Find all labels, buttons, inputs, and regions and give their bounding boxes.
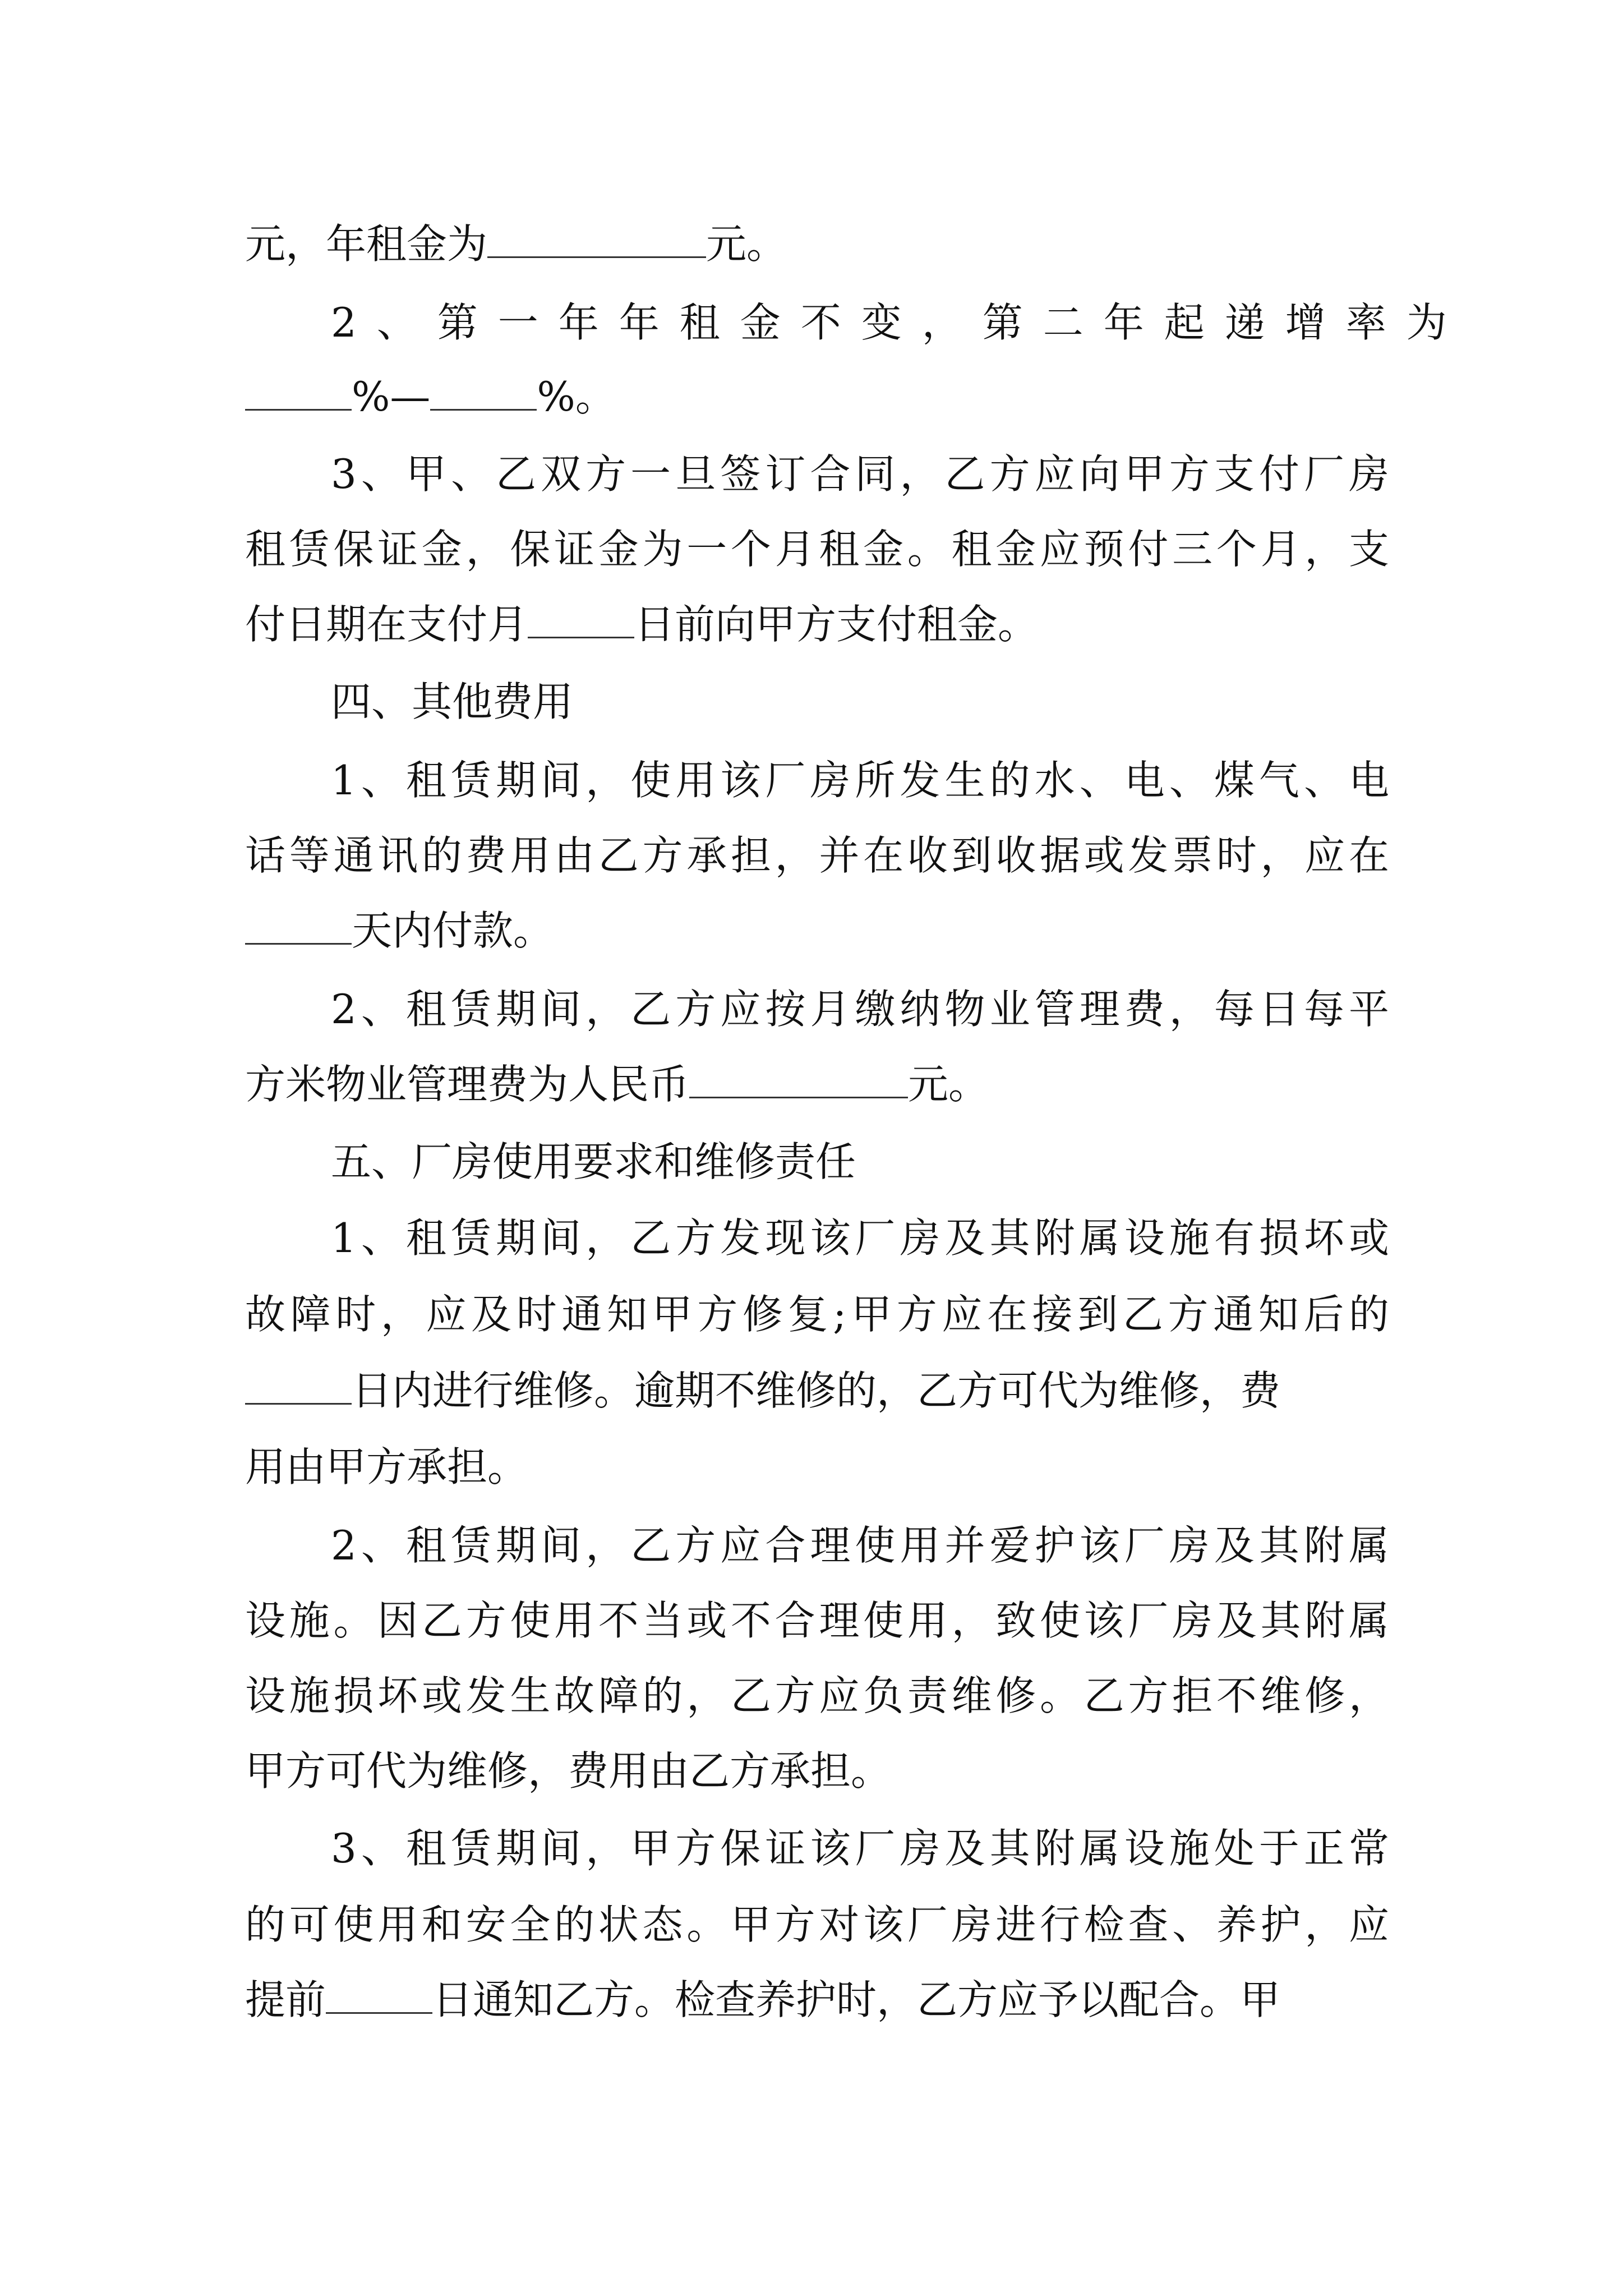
text-line: [245, 1360, 1389, 1421]
text-segment: %。: [537, 373, 616, 420]
section-heading: 五、厂房使用要求和维修责任: [331, 1138, 856, 1185]
text-segment: 方米物业管理费为人民币: [245, 1061, 690, 1108]
text-line: 1、租赁期间，乙方发现该厂房及其附属设施有损坏或: [331, 1214, 1389, 1262]
text-line: [245, 1969, 1389, 2031]
text-line: 1、租赁期间，使用该厂房所发生的水、电、煤气、电: [331, 757, 1389, 804]
text-segment: %—: [352, 373, 431, 420]
fill-in-blank: [487, 219, 706, 258]
text-segment: 元，年租金为: [245, 220, 488, 268]
fill-in-blank: [528, 600, 634, 638]
fill-in-blank: [326, 1975, 432, 2014]
text-line: [245, 900, 1389, 961]
fill-in-blank: [430, 372, 537, 411]
text-line: 故障时，应及时通知甲方修复;甲方应在接到乙方通知后的: [245, 1291, 1389, 1338]
text-segment: 元。: [706, 220, 787, 268]
fill-in-blank: [689, 1060, 908, 1098]
text-segment: 日前向甲方支付租金。: [634, 601, 1039, 648]
text-segment: 元。: [908, 1061, 989, 1108]
text-line: 设施损坏或发生故障的，乙方应负责维修。乙方拒不维修，: [245, 1672, 1389, 1719]
text-line: 租赁保证金，保证金为一个月租金。租金应预付三个月，支: [245, 526, 1389, 573]
fill-in-blank: [245, 1366, 352, 1405]
fill-in-blank: [245, 372, 352, 411]
text-segment: 付日期在支付月: [245, 601, 528, 648]
text-line: [245, 366, 1389, 427]
text-line: 3、甲、乙双方一旦签订合同，乙方应向甲方支付厂房: [331, 450, 1389, 498]
text-line: [245, 593, 1389, 655]
section-heading: 四、其他费用: [331, 678, 574, 725]
fill-in-blank: [245, 906, 352, 945]
text-line: 甲方可代为维修，费用由乙方承担。: [245, 1747, 892, 1795]
text-line: 用由甲方承担。: [245, 1443, 528, 1490]
text-line: [245, 213, 1389, 275]
text-line: 3、租赁期间，甲方保证该厂房及其附属设施处于正常: [331, 1825, 1389, 1872]
text-line: 2、租赁期间，乙方应按月缴纳物业管理费，每日每平: [331, 986, 1389, 1033]
text-line: 的可使用和安全的状态。甲方对该厂房进行检查、养护，应: [245, 1901, 1389, 1948]
text-segment: 日通知乙方。检查养护时，乙方应予以配合。甲: [432, 1976, 1281, 2023]
text-line: 2、第一年年租金不变，第二年起递增率为: [331, 299, 1467, 346]
text-segment: 日内进行维修。逾期不维修的，乙方可代为维修，费: [352, 1367, 1281, 1414]
text-line: 设施。因乙方使用不当或不合理使用，致使该厂房及其附属: [245, 1597, 1389, 1644]
text-segment: 提前: [245, 1976, 326, 2023]
text-line: 2、租赁期间，乙方应合理使用并爱护该厂房及其附属: [331, 1522, 1389, 1569]
text-segment: 天内付款。: [352, 907, 554, 954]
text-line: [245, 1053, 1389, 1115]
text-line: 话等通讯的费用由乙方承担，并在收到收据或发票时，应在: [245, 832, 1389, 879]
